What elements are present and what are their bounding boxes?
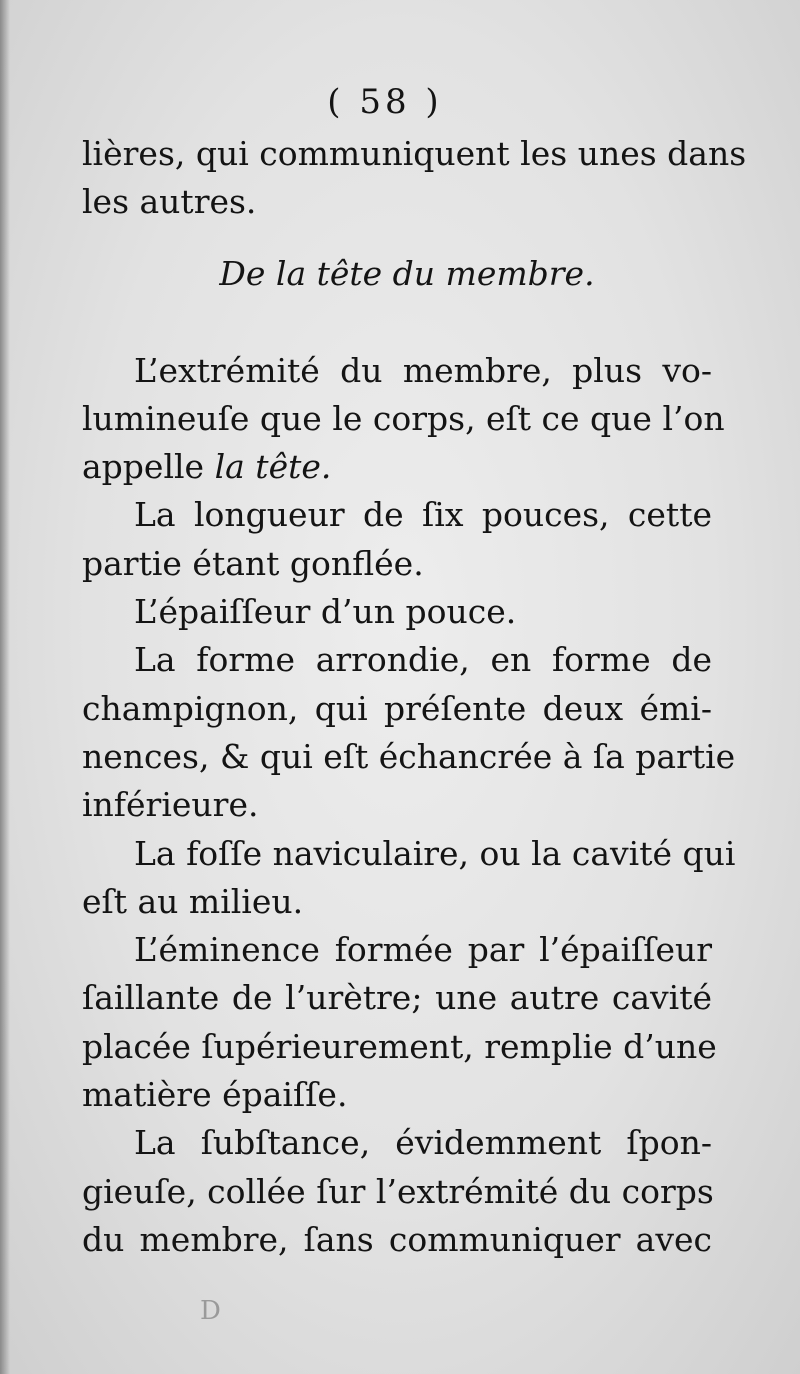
- text-line: L’épaiſſeur d’un pouce.: [134, 592, 517, 632]
- text-line: La forme arrondie, en forme de: [134, 640, 712, 680]
- text-line: inférieure.: [82, 785, 259, 825]
- text-line: L’éminence formée par l’épaiſſeur: [134, 930, 712, 970]
- italic-term: la tête.: [214, 447, 332, 487]
- text-line: matière épaiſſe.: [82, 1075, 348, 1115]
- text-line: eſt au milieu.: [82, 881, 304, 921]
- text-line: lières, qui communiquent les unes dans: [82, 134, 747, 173]
- text-run: appelle: [82, 447, 215, 487]
- text-line: ſaillante de l’urètre; une autre cavité: [82, 978, 712, 1018]
- page-text: [82, 130, 747, 1264]
- spacer: [82, 321, 712, 347]
- text-line: gieuſe, collée ſur l’extrémité du corps: [82, 1171, 714, 1211]
- text-line: du membre, ſans communiquer avec: [82, 1219, 712, 1259]
- text-line: [82, 443, 712, 491]
- text-line: lumineuſe que le corps, eſt ce que l’on: [82, 398, 725, 438]
- text-line: partie étant gonflée.: [82, 543, 424, 583]
- text-line: La foſſe naviculaire, ou la cavité qui: [134, 833, 736, 873]
- page-number: ( 58 ): [327, 82, 443, 122]
- text-line: champignon, qui préſente deux émi-: [82, 688, 712, 728]
- text-line: les autres.: [82, 182, 257, 222]
- text-line: L’extrémité du membre, plus vo-: [134, 350, 712, 390]
- text-line: placée ſupérieurement, remplie d’une: [82, 1026, 717, 1066]
- signature-mark: D: [200, 1296, 227, 1326]
- text-line: La ſubſtance, évidemment ſpon-: [134, 1123, 712, 1163]
- text-line: nences, & qui eſt échancrée à ſa partie: [82, 736, 736, 776]
- section-heading: De la tête du membre.: [219, 253, 595, 293]
- text-line: La longueur de ſix pouces, cette: [134, 495, 712, 535]
